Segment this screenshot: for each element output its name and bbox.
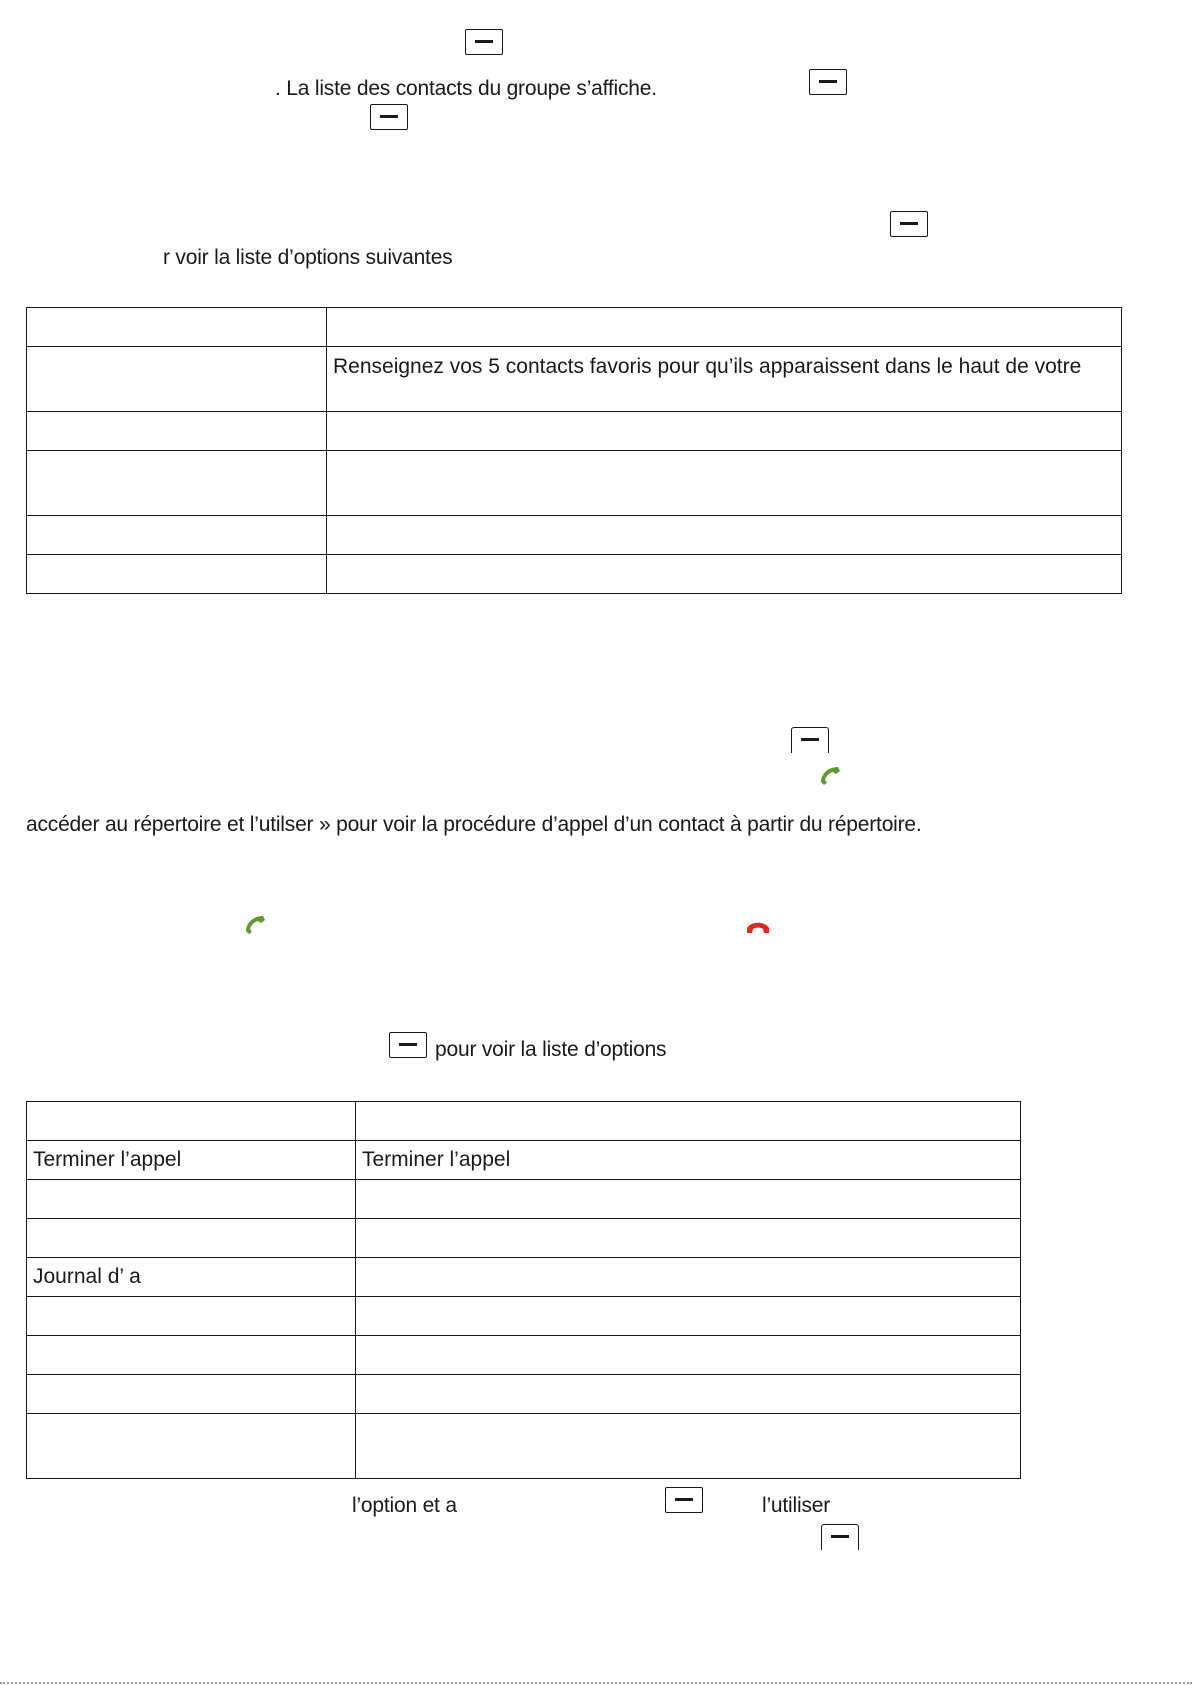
call-green-icon (818, 764, 844, 786)
table-row (27, 555, 1122, 594)
table-cell (27, 1336, 356, 1375)
table-cell (327, 308, 1122, 347)
table-cell (327, 451, 1122, 516)
table-cell (27, 1219, 356, 1258)
table-row (27, 1102, 1021, 1141)
table-row (27, 1180, 1021, 1219)
table-row (27, 1141, 1021, 1180)
table-row (27, 1219, 1021, 1258)
table-cell (356, 1414, 1021, 1479)
table-cell (327, 555, 1122, 594)
softkey-icon (890, 211, 928, 237)
table-cell: Journal d’ a (27, 1258, 356, 1297)
text-utiliser: l’utiliser (762, 1494, 831, 1517)
table-cell (27, 412, 327, 451)
page-bottom-divider (0, 1682, 1192, 1684)
text-liste-options: pour voir la liste d’options (435, 1038, 667, 1061)
table-row (27, 308, 1122, 347)
call-green-icon (243, 913, 269, 935)
table-cell (356, 1297, 1021, 1336)
table-cell (27, 516, 327, 555)
text-acceder-repertoire: accéder au répertoire et l’utilser » pour voir la procédure d’appel d’un contact à partir du répertoire. (26, 813, 922, 836)
table-cell (27, 1414, 356, 1479)
softkey-icon (389, 1032, 427, 1058)
text-option-et-a: l’option et a (352, 1494, 457, 1517)
table-row (27, 451, 1122, 516)
table-cell (356, 1180, 1021, 1219)
table-cell (327, 516, 1122, 555)
hangup-red-icon (745, 918, 771, 940)
table-cell (356, 1375, 1021, 1414)
table-cell (356, 1219, 1021, 1258)
table-row (27, 1375, 1021, 1414)
table-cell: Terminer l’appel (356, 1141, 1021, 1180)
cell-text (33, 347, 320, 355)
text-liste-options-suivantes: r voir la liste d’options suivantes (163, 246, 453, 269)
softkey-icon (665, 1487, 703, 1513)
table-row (27, 1414, 1021, 1479)
table-row (27, 347, 1122, 412)
softkey-icon (809, 69, 847, 95)
options-table-1 (26, 307, 1122, 594)
table-cell (27, 451, 327, 516)
table-row (27, 412, 1122, 451)
table-cell (27, 1180, 356, 1219)
softkey-icon (465, 29, 503, 55)
table-cell (327, 412, 1122, 451)
cell-text: Renseignez vos 5 contacts favoris pour qu’ils apparaissent dans le haut de votre (333, 355, 1082, 378)
text-liste-contacts-groupe: . La liste des contacts du groupe s’affiche. (275, 77, 657, 100)
table-cell (27, 1102, 356, 1141)
table-cell (327, 347, 1122, 412)
table-cell (356, 1258, 1021, 1297)
table-cell (27, 555, 327, 594)
softkey-icon (821, 1524, 859, 1550)
softkey-icon (370, 104, 408, 130)
table-cell (356, 1102, 1021, 1141)
table-cell (27, 1297, 356, 1336)
options-table-2 (26, 1101, 1021, 1479)
table-row (27, 516, 1122, 555)
table-cell (27, 308, 327, 347)
table-row (27, 1297, 1021, 1336)
table-cell: Terminer l’appel (27, 1141, 356, 1180)
table-row (27, 1258, 1021, 1297)
softkey-icon (791, 727, 829, 753)
table-cell (27, 347, 327, 412)
table-cell (27, 1375, 356, 1414)
table-cell (356, 1336, 1021, 1375)
table-row (27, 1336, 1021, 1375)
